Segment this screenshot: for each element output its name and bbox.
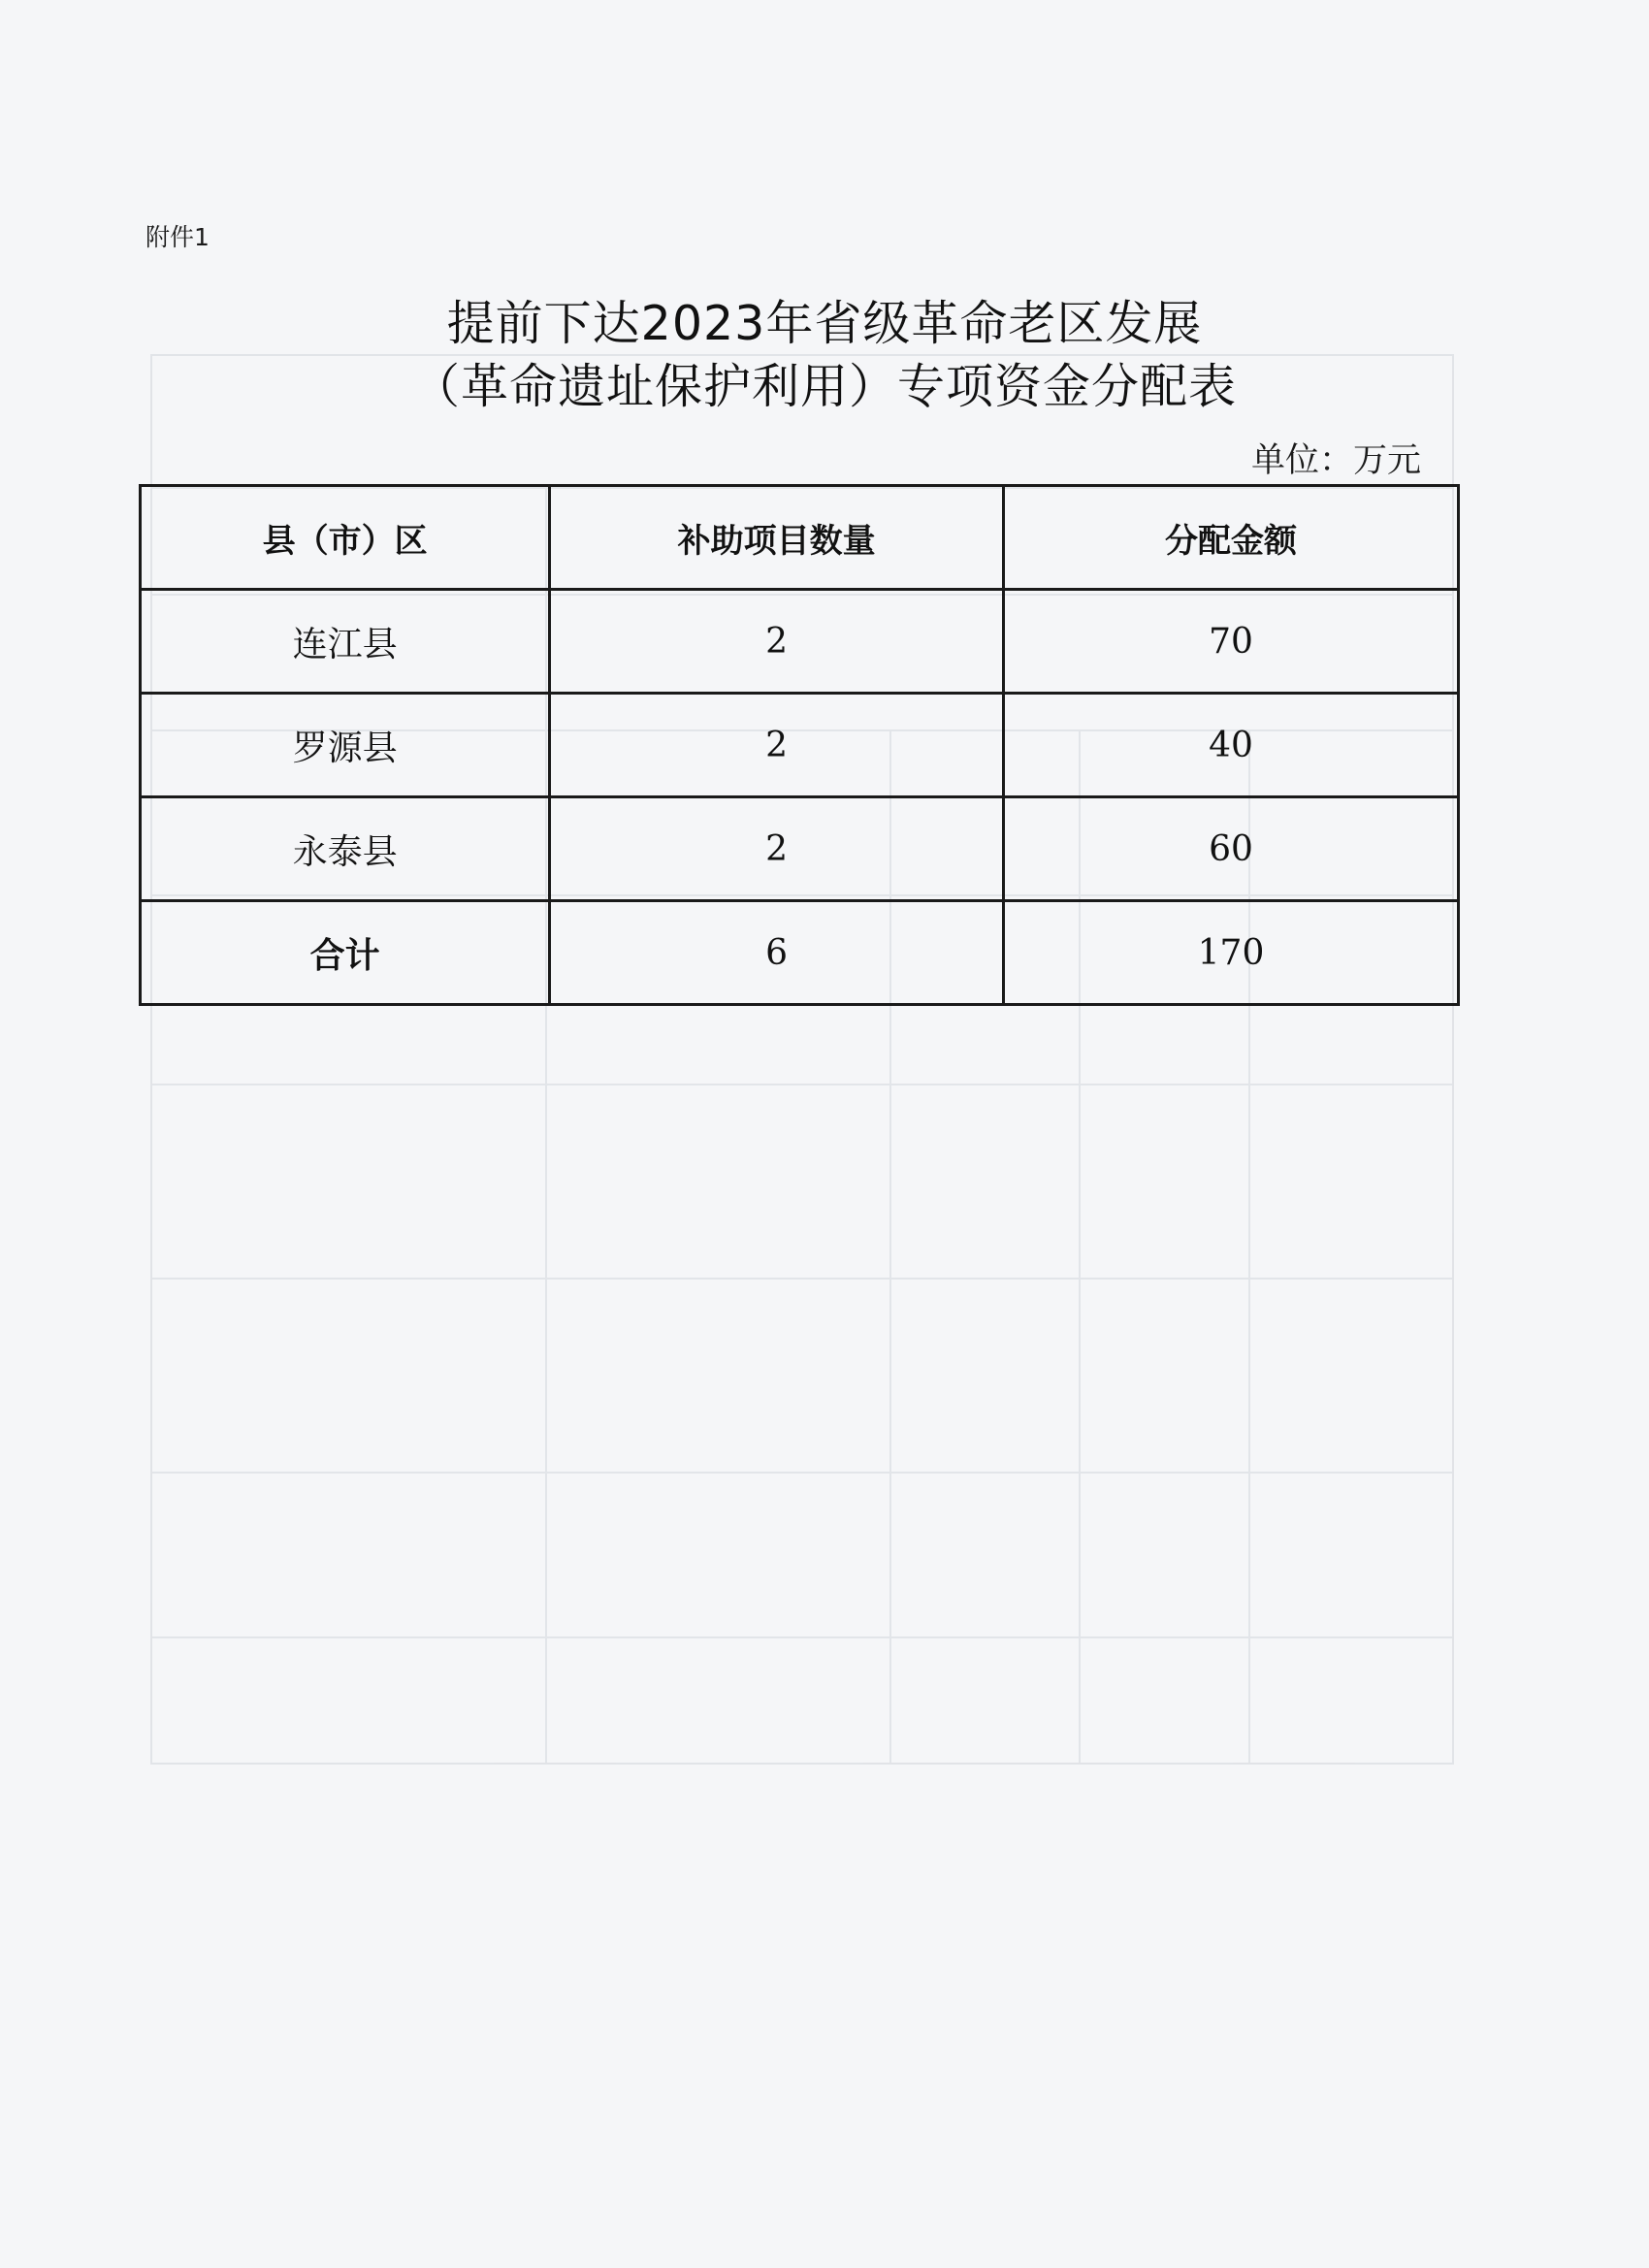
header-amount: 分配金额 bbox=[1004, 486, 1459, 590]
cell-amount: 70 bbox=[1004, 590, 1459, 694]
table-header-row bbox=[141, 486, 1459, 590]
table-total-row bbox=[141, 901, 1459, 1005]
page-title-line-2: （革命遗址保护利用）专项资金分配表 bbox=[411, 359, 1237, 414]
header-county: 县（市）区 bbox=[141, 486, 550, 590]
unit-label: 单位：万元 bbox=[1251, 441, 1422, 480]
cell-county: 连江县 bbox=[141, 590, 550, 694]
cell-project-count: 2 bbox=[550, 694, 1004, 797]
fund-allocation-table bbox=[139, 484, 1460, 1006]
cell-amount: 60 bbox=[1004, 797, 1459, 901]
cell-county: 罗源县 bbox=[141, 694, 550, 797]
total-project-count: 6 bbox=[550, 901, 1004, 1005]
total-label: 合计 bbox=[141, 901, 550, 1005]
table-row bbox=[141, 590, 1459, 694]
total-amount: 170 bbox=[1004, 901, 1459, 1005]
cell-project-count: 2 bbox=[550, 797, 1004, 901]
table-row bbox=[141, 694, 1459, 797]
cell-county: 永泰县 bbox=[141, 797, 550, 901]
page-title-line-1: 提前下达2023年省级革命老区发展 bbox=[446, 296, 1203, 351]
cell-amount: 40 bbox=[1004, 694, 1459, 797]
cell-project-count: 2 bbox=[550, 590, 1004, 694]
attachment-label: 附件1 bbox=[146, 223, 210, 251]
header-project-count: 补助项目数量 bbox=[550, 486, 1004, 590]
table-row bbox=[141, 797, 1459, 901]
